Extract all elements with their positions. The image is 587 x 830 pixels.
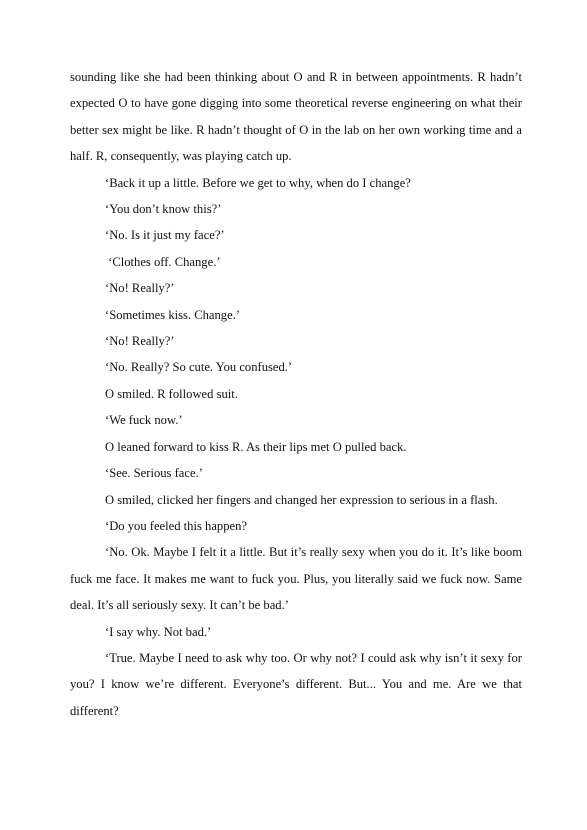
paragraph-5: ‘Clothes off. Change.’ bbox=[105, 254, 221, 269]
paragraph-7: ‘Sometimes kiss. Change.’ bbox=[105, 307, 241, 322]
paragraph-3: ‘You don’t know this?’ bbox=[105, 202, 222, 217]
paragraph-11: ‘We fuck now.’ bbox=[105, 413, 183, 428]
paragraph-18: ‘True. Maybe I need to ask why too. Or why not? I could ask why isn’t it sexy for you? I know we’re different. Everyone’s different. But... You and me. Are we that different? bbox=[70, 650, 522, 718]
paragraph-9: ‘No. Really? So cute. You confused.’ bbox=[105, 360, 293, 375]
paragraph-13: ‘See. Serious face.’ bbox=[105, 466, 203, 481]
paragraph-16: ‘No. Ok. Maybe I felt it a little. But it’s really sexy when you do it. It’s like boom fuck me face. It makes me want to fuck you. Plus, you literally said we fuck now. Same deal. It’s all seriously sexy. It can’t be bad.’ bbox=[70, 545, 522, 613]
paragraph-8: ‘No! Really?’ bbox=[105, 334, 175, 349]
paragraph-4: ‘No. Is it just my face?’ bbox=[105, 228, 225, 243]
paragraph-17: ‘I say why. Not bad.’ bbox=[105, 624, 212, 639]
paragraph-12: O leaned forward to kiss R. As their lips met O pulled back. bbox=[105, 439, 407, 454]
paragraph-6: ‘No! Really?’ bbox=[105, 281, 175, 296]
body-text bbox=[70, 64, 522, 724]
paragraph-10: O smiled. R followed suit. bbox=[105, 386, 238, 401]
paragraph-1: sounding like she had been thinking about O and R in between appointments. R hadn’t expected O to have gone digging into some theoretical reverse engineering on what their better sex might be like. R hadn’t thought of O in the lab on her own working time and a half. R, consequently, was playing catch up. bbox=[70, 70, 522, 164]
paragraph-15: ‘Do you feeled this happen? bbox=[105, 518, 247, 533]
paragraph-14: O smiled, clicked her fingers and changed her expression to serious in a flash. bbox=[105, 492, 498, 507]
paragraph-2: ‘Back it up a little. Before we get to why, when do I change? bbox=[105, 175, 411, 190]
